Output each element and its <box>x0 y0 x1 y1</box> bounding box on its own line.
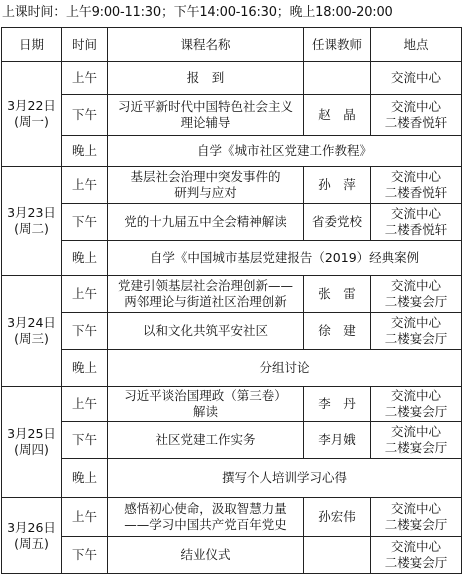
course-cell <box>108 276 304 313</box>
place-line: 二楼香悦轩 <box>384 115 448 130</box>
table-row <box>2 167 462 204</box>
time-cell: 上午 <box>62 167 108 204</box>
place-line: 交流中心 <box>390 278 441 293</box>
table-row <box>2 422 462 459</box>
date-cell <box>2 167 62 276</box>
course-line: ——学习中国共产党百年党史 <box>124 517 287 532</box>
place-line: 二楼宴会厅 <box>384 331 448 346</box>
time-cell: 上午 <box>62 387 108 422</box>
place-line: 二楼香悦轩 <box>384 222 448 237</box>
place-cell <box>371 422 462 459</box>
teacher-cell <box>304 62 371 95</box>
place-line: 交流中心 <box>390 315 441 330</box>
table-row <box>2 204 462 241</box>
table-row <box>2 95 462 136</box>
time-cell: 晚上 <box>62 241 108 276</box>
course-line: 理论辅导 <box>180 115 231 130</box>
time-cell: 晚上 <box>62 136 108 167</box>
place-line: 交流中心 <box>390 388 441 403</box>
place-line: 交流中心 <box>390 99 441 114</box>
course-line: 基层社会治理中突发事件的 <box>130 169 281 184</box>
course-line: 习近平新时代中国特色社会主义 <box>117 99 293 114</box>
course-line: 解读 <box>192 404 218 419</box>
place-line: 二楼宴会厅 <box>384 517 448 532</box>
date-text: 3月26日 <box>7 519 56 535</box>
evening-activity-cell: 撰写个人培训学习心得 <box>108 459 462 498</box>
date-cell <box>2 387 62 498</box>
table-row <box>2 276 462 313</box>
course-line: 习近平谈治国理政（第三卷） <box>124 388 287 403</box>
course-line: 两邻理论与街道社区治理创新 <box>124 294 287 309</box>
place-line: 交流中心 <box>390 424 441 439</box>
course-cell <box>108 95 304 136</box>
date-text: 3月25日 <box>7 426 56 441</box>
column-header-place: 地点 <box>371 28 462 62</box>
time-cell: 上午 <box>62 498 108 537</box>
teacher-cell: 徐 建 <box>304 313 371 350</box>
date-text: 3月23日 <box>7 205 56 220</box>
date-text: 3月24日 <box>7 315 56 330</box>
place-cell <box>371 62 462 95</box>
weekday-text: (周五) <box>14 535 49 551</box>
place-line: 交流中心 <box>390 206 441 221</box>
time-cell: 下午 <box>62 422 108 459</box>
place-cell <box>371 387 462 422</box>
place-line: 交流中心 <box>390 70 441 85</box>
place-line: 交流中心 <box>390 539 441 554</box>
time-cell: 晚上 <box>62 350 108 387</box>
teacher-cell: 省委党校 <box>304 204 371 241</box>
place-line: 二楼宴会厅 <box>384 294 448 309</box>
teacher-cell: 李 丹 <box>304 387 371 422</box>
course-line: 研判与应对 <box>174 185 237 200</box>
date-text: 3月22日 <box>7 98 56 113</box>
time-cell: 下午 <box>62 313 108 350</box>
table-row <box>2 537 462 574</box>
course-cell <box>108 498 304 537</box>
place-cell <box>371 167 462 204</box>
place-cell <box>371 313 462 350</box>
weekday-text: (周三) <box>14 331 49 346</box>
table-row <box>2 350 462 387</box>
class-time-header: 上课时间：上午9:00-11:30；下午14:00-16:30；晚上18:00-20:00 <box>2 5 393 20</box>
time-cell: 下午 <box>62 95 108 136</box>
column-header-course: 课程名称 <box>108 28 304 62</box>
time-cell: 上午 <box>62 62 108 95</box>
place-cell <box>371 204 462 241</box>
place-line: 交流中心 <box>390 169 441 184</box>
column-header-teacher: 任课教师 <box>304 28 371 62</box>
teacher-cell: 张 雷 <box>304 276 371 313</box>
weekday-text: (周四) <box>14 442 49 457</box>
table-row <box>2 387 462 422</box>
place-cell <box>371 537 462 574</box>
table-row <box>2 241 462 276</box>
date-cell <box>2 62 62 167</box>
place-cell <box>371 95 462 136</box>
course-line: 党建引领基层社会治理创新—— <box>117 278 293 293</box>
course-line: 感悟初心使命，汲取智慧力量 <box>124 501 287 516</box>
table-header-row <box>2 28 462 62</box>
teacher-cell: 孙 萍 <box>304 167 371 204</box>
place-cell <box>371 498 462 537</box>
column-header-date: 日期 <box>2 28 62 62</box>
course-cell: 社区党建工作实务 <box>108 422 304 459</box>
time-cell: 下午 <box>62 537 108 574</box>
place-line: 二楼宴会厅 <box>384 440 448 455</box>
table-row <box>2 136 462 167</box>
teacher-cell <box>304 537 371 574</box>
table-row <box>2 313 462 350</box>
time-cell: 上午 <box>62 276 108 313</box>
column-header-time: 时间 <box>62 28 108 62</box>
evening-activity-cell: 自学《城市社区党建工作教程》 <box>108 136 462 167</box>
course-cell: 报 到 <box>108 62 304 95</box>
date-cell <box>2 276 62 387</box>
course-cell: 结业仪式 <box>108 537 304 574</box>
weekday-text: (周一) <box>14 114 49 129</box>
table-row <box>2 498 462 537</box>
schedule-table <box>1 27 462 574</box>
place-line: 二楼宴会厅 <box>384 555 448 570</box>
place-line: 二楼宴会厅 <box>384 404 448 419</box>
evening-activity-cell: 分组讨论 <box>108 350 462 387</box>
table-row <box>2 62 462 95</box>
weekday-text: (周二) <box>14 221 49 236</box>
course-cell: 以和文化共筑平安社区 <box>108 313 304 350</box>
course-cell <box>108 387 304 422</box>
evening-activity-cell: 自学《中国城市基层党建报告（2019）经典案例 <box>108 241 462 276</box>
teacher-cell: 赵 晶 <box>304 95 371 136</box>
table-row <box>2 459 462 498</box>
teacher-cell: 孙宏伟 <box>304 498 371 537</box>
place-line: 二楼香悦轩 <box>384 185 448 200</box>
place-cell <box>371 276 462 313</box>
date-cell <box>2 498 62 574</box>
course-cell <box>108 167 304 204</box>
time-cell: 下午 <box>62 204 108 241</box>
teacher-cell: 李月娥 <box>304 422 371 459</box>
course-cell: 党的十九届五中全会精神解读 <box>108 204 304 241</box>
place-line: 交流中心 <box>390 501 441 516</box>
time-cell: 晚上 <box>62 459 108 498</box>
